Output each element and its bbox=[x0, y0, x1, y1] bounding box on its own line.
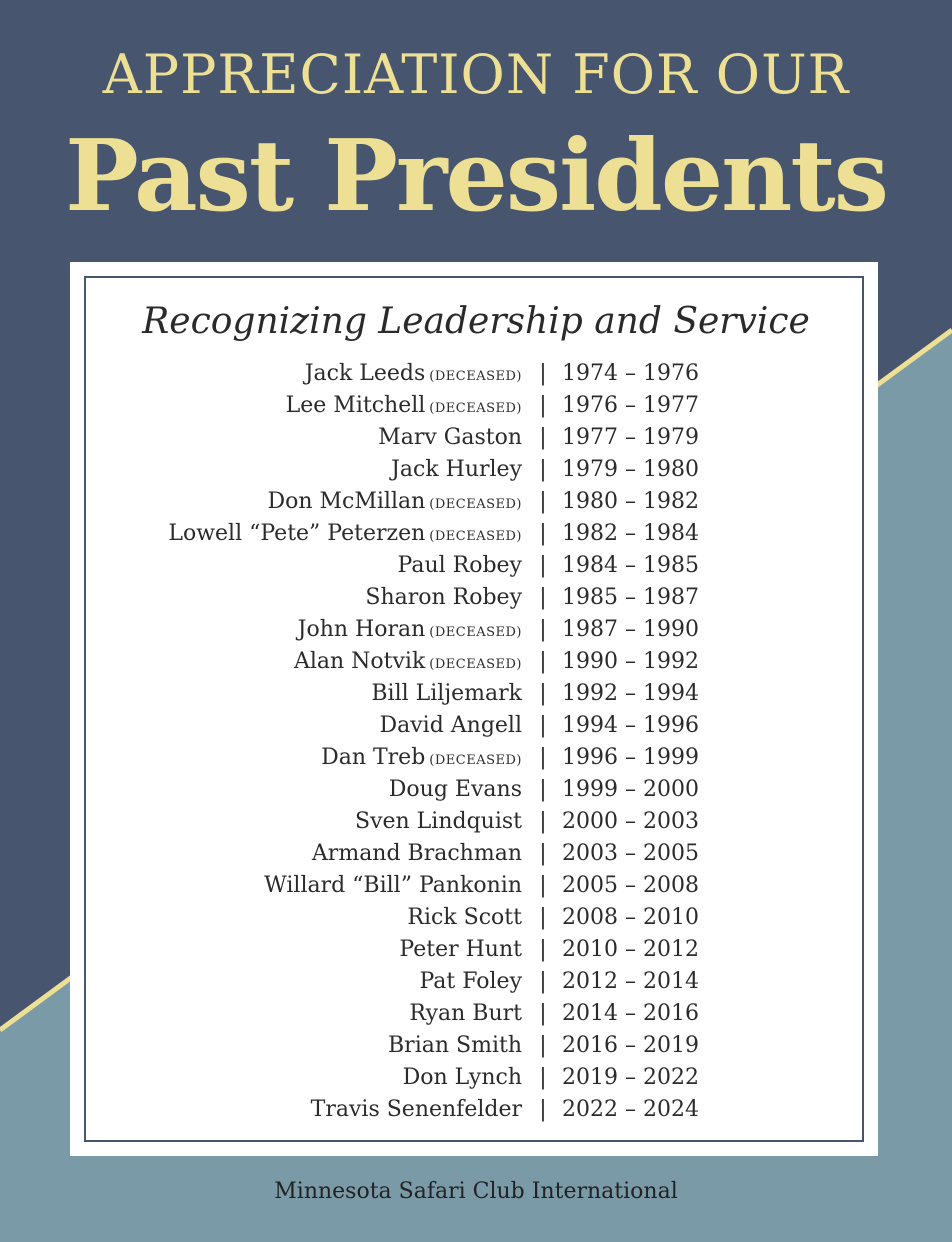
term-years: 1996 – 1999 bbox=[562, 745, 699, 770]
row-separator: | bbox=[539, 1001, 547, 1026]
row-separator: | bbox=[539, 1033, 547, 1058]
term-years: 2019 – 2022 bbox=[562, 1065, 699, 1090]
deceased-note: (DECEASED) bbox=[429, 657, 522, 672]
president-row bbox=[0, 998, 952, 1030]
president-name bbox=[294, 646, 522, 681]
row-separator: | bbox=[539, 489, 547, 514]
president-name-text: Jack Leeds bbox=[304, 361, 426, 386]
term-years: 2014 – 2016 bbox=[562, 1001, 699, 1026]
heading-line1: APPRECIATION FOR OUR bbox=[102, 43, 850, 106]
row-separator: | bbox=[539, 361, 547, 386]
row-separator: | bbox=[539, 809, 547, 834]
deceased-note: (DECEASED) bbox=[429, 401, 522, 416]
president-row bbox=[0, 390, 952, 422]
president-name-text: John Horan bbox=[297, 617, 426, 642]
president-name-text: David Angell bbox=[379, 713, 522, 738]
president-name bbox=[403, 1062, 522, 1094]
term-years: 1974 – 1976 bbox=[562, 361, 699, 386]
president-name-text: Jack Hurley bbox=[391, 457, 522, 482]
president-row bbox=[0, 422, 952, 454]
president-name-text: Doug Evans bbox=[388, 777, 522, 802]
term-years: 1977 – 1979 bbox=[562, 425, 699, 450]
president-name bbox=[305, 358, 522, 393]
president-name bbox=[168, 518, 522, 553]
president-name bbox=[391, 454, 522, 486]
presidents-list bbox=[0, 358, 952, 1126]
president-row bbox=[0, 358, 952, 390]
president-name bbox=[311, 1094, 522, 1126]
president-row bbox=[0, 582, 952, 614]
deceased-note: (DECEASED) bbox=[429, 625, 522, 640]
deceased-note: (DECEASED) bbox=[429, 753, 522, 768]
term-years: 2012 – 2014 bbox=[562, 969, 699, 994]
term-years: 2003 – 2005 bbox=[562, 841, 699, 866]
row-separator: | bbox=[539, 841, 547, 866]
president-name bbox=[407, 902, 522, 934]
president-name-text: Rick Scott bbox=[407, 905, 522, 930]
president-row bbox=[0, 774, 952, 806]
term-years: 1980 – 1982 bbox=[562, 489, 699, 514]
term-years: 1982 – 1984 bbox=[562, 521, 699, 546]
president-row bbox=[0, 742, 952, 774]
president-name-text: Sharon Robey bbox=[365, 585, 522, 610]
term-years: 1987 – 1990 bbox=[562, 617, 699, 642]
row-separator: | bbox=[539, 713, 547, 738]
president-row bbox=[0, 550, 952, 582]
president-name-text: Pat Foley bbox=[419, 969, 522, 994]
president-row bbox=[0, 838, 952, 870]
term-years: 1985 – 1987 bbox=[562, 585, 699, 610]
president-name-text: Willard “Bill” Pankonin bbox=[264, 873, 522, 898]
subtitle: Recognizing Leadership and Service bbox=[142, 301, 810, 342]
row-separator: | bbox=[539, 873, 547, 898]
president-name bbox=[321, 742, 522, 777]
president-name-text: Brian Smith bbox=[388, 1033, 522, 1058]
president-name bbox=[389, 774, 522, 806]
president-name bbox=[298, 614, 522, 649]
row-separator: | bbox=[539, 969, 547, 994]
deceased-note: (DECEASED) bbox=[429, 369, 522, 384]
president-name bbox=[355, 806, 522, 838]
president-row bbox=[0, 486, 952, 518]
term-years: 1990 – 1992 bbox=[562, 649, 699, 674]
president-row bbox=[0, 678, 952, 710]
president-name-text: Marv Gaston bbox=[378, 425, 522, 450]
term-years: 1994 – 1996 bbox=[562, 713, 699, 738]
term-years: 1992 – 1994 bbox=[562, 681, 699, 706]
president-name-text: Bill Liljemark bbox=[371, 681, 522, 706]
row-separator: | bbox=[539, 937, 547, 962]
president-name bbox=[312, 838, 522, 870]
president-row bbox=[0, 518, 952, 550]
footer-org-name: Minnesota Safari Club International bbox=[274, 1179, 678, 1204]
president-row bbox=[0, 870, 952, 902]
president-row bbox=[0, 902, 952, 934]
president-name bbox=[267, 486, 522, 521]
president-name bbox=[264, 870, 522, 902]
president-name-text: Lee Mitchell bbox=[285, 393, 426, 418]
president-name bbox=[419, 966, 522, 998]
page-title: Past Presidents bbox=[65, 119, 887, 234]
president-row bbox=[0, 1094, 952, 1126]
president-row bbox=[0, 1030, 952, 1062]
president-name bbox=[398, 550, 522, 582]
president-name bbox=[409, 998, 522, 1030]
row-separator: | bbox=[539, 585, 547, 610]
president-name bbox=[378, 422, 522, 454]
term-years: 1976 – 1977 bbox=[562, 393, 699, 418]
president-name-text: Dan Treb bbox=[321, 745, 426, 770]
term-years: 1999 – 2000 bbox=[562, 777, 699, 802]
president-name bbox=[365, 582, 522, 614]
president-row bbox=[0, 614, 952, 646]
president-row bbox=[0, 966, 952, 998]
term-years: 2022 – 2024 bbox=[562, 1097, 699, 1122]
president-row bbox=[0, 454, 952, 486]
president-name-text: Peter Hunt bbox=[399, 937, 522, 962]
president-name-text: Lowell “Pete” Peterzen bbox=[168, 521, 426, 546]
president-name-text: Ryan Burt bbox=[409, 1001, 522, 1026]
row-separator: | bbox=[539, 1065, 547, 1090]
row-separator: | bbox=[539, 393, 547, 418]
president-name-text: Sven Lindquist bbox=[355, 809, 522, 834]
row-separator: | bbox=[539, 905, 547, 930]
president-row bbox=[0, 1062, 952, 1094]
row-separator: | bbox=[539, 649, 547, 674]
row-separator: | bbox=[539, 425, 547, 450]
president-name-text: Don Lynch bbox=[402, 1065, 522, 1090]
president-name-text: Travis Senenfelder bbox=[310, 1097, 522, 1122]
term-years: 2005 – 2008 bbox=[562, 873, 699, 898]
row-separator: | bbox=[539, 553, 547, 578]
term-years: 2016 – 2019 bbox=[562, 1033, 699, 1058]
president-name-text: Armand Brachman bbox=[311, 841, 522, 866]
term-years: 1979 – 1980 bbox=[562, 457, 699, 482]
row-separator: | bbox=[539, 457, 547, 482]
term-years: 1984 – 1985 bbox=[562, 553, 699, 578]
term-years: 2000 – 2003 bbox=[562, 809, 699, 834]
president-row bbox=[0, 646, 952, 678]
president-row bbox=[0, 710, 952, 742]
president-name-text: Alan Notvik bbox=[293, 649, 426, 674]
row-separator: | bbox=[539, 521, 547, 546]
row-separator: | bbox=[539, 777, 547, 802]
president-row bbox=[0, 806, 952, 838]
president-name bbox=[371, 678, 522, 710]
president-name bbox=[379, 710, 522, 742]
term-years: 2010 – 2012 bbox=[562, 937, 699, 962]
row-separator: | bbox=[539, 681, 547, 706]
president-name bbox=[286, 390, 522, 425]
president-row bbox=[0, 934, 952, 966]
row-separator: | bbox=[539, 1097, 547, 1122]
term-years: 2008 – 2010 bbox=[562, 905, 699, 930]
president-name bbox=[399, 934, 522, 966]
deceased-note: (DECEASED) bbox=[429, 529, 522, 544]
president-name bbox=[388, 1030, 522, 1062]
president-name-text: Paul Robey bbox=[397, 553, 522, 578]
row-separator: | bbox=[539, 745, 547, 770]
deceased-note: (DECEASED) bbox=[429, 497, 522, 512]
president-name-text: Don McMillan bbox=[267, 489, 426, 514]
row-separator: | bbox=[539, 617, 547, 642]
